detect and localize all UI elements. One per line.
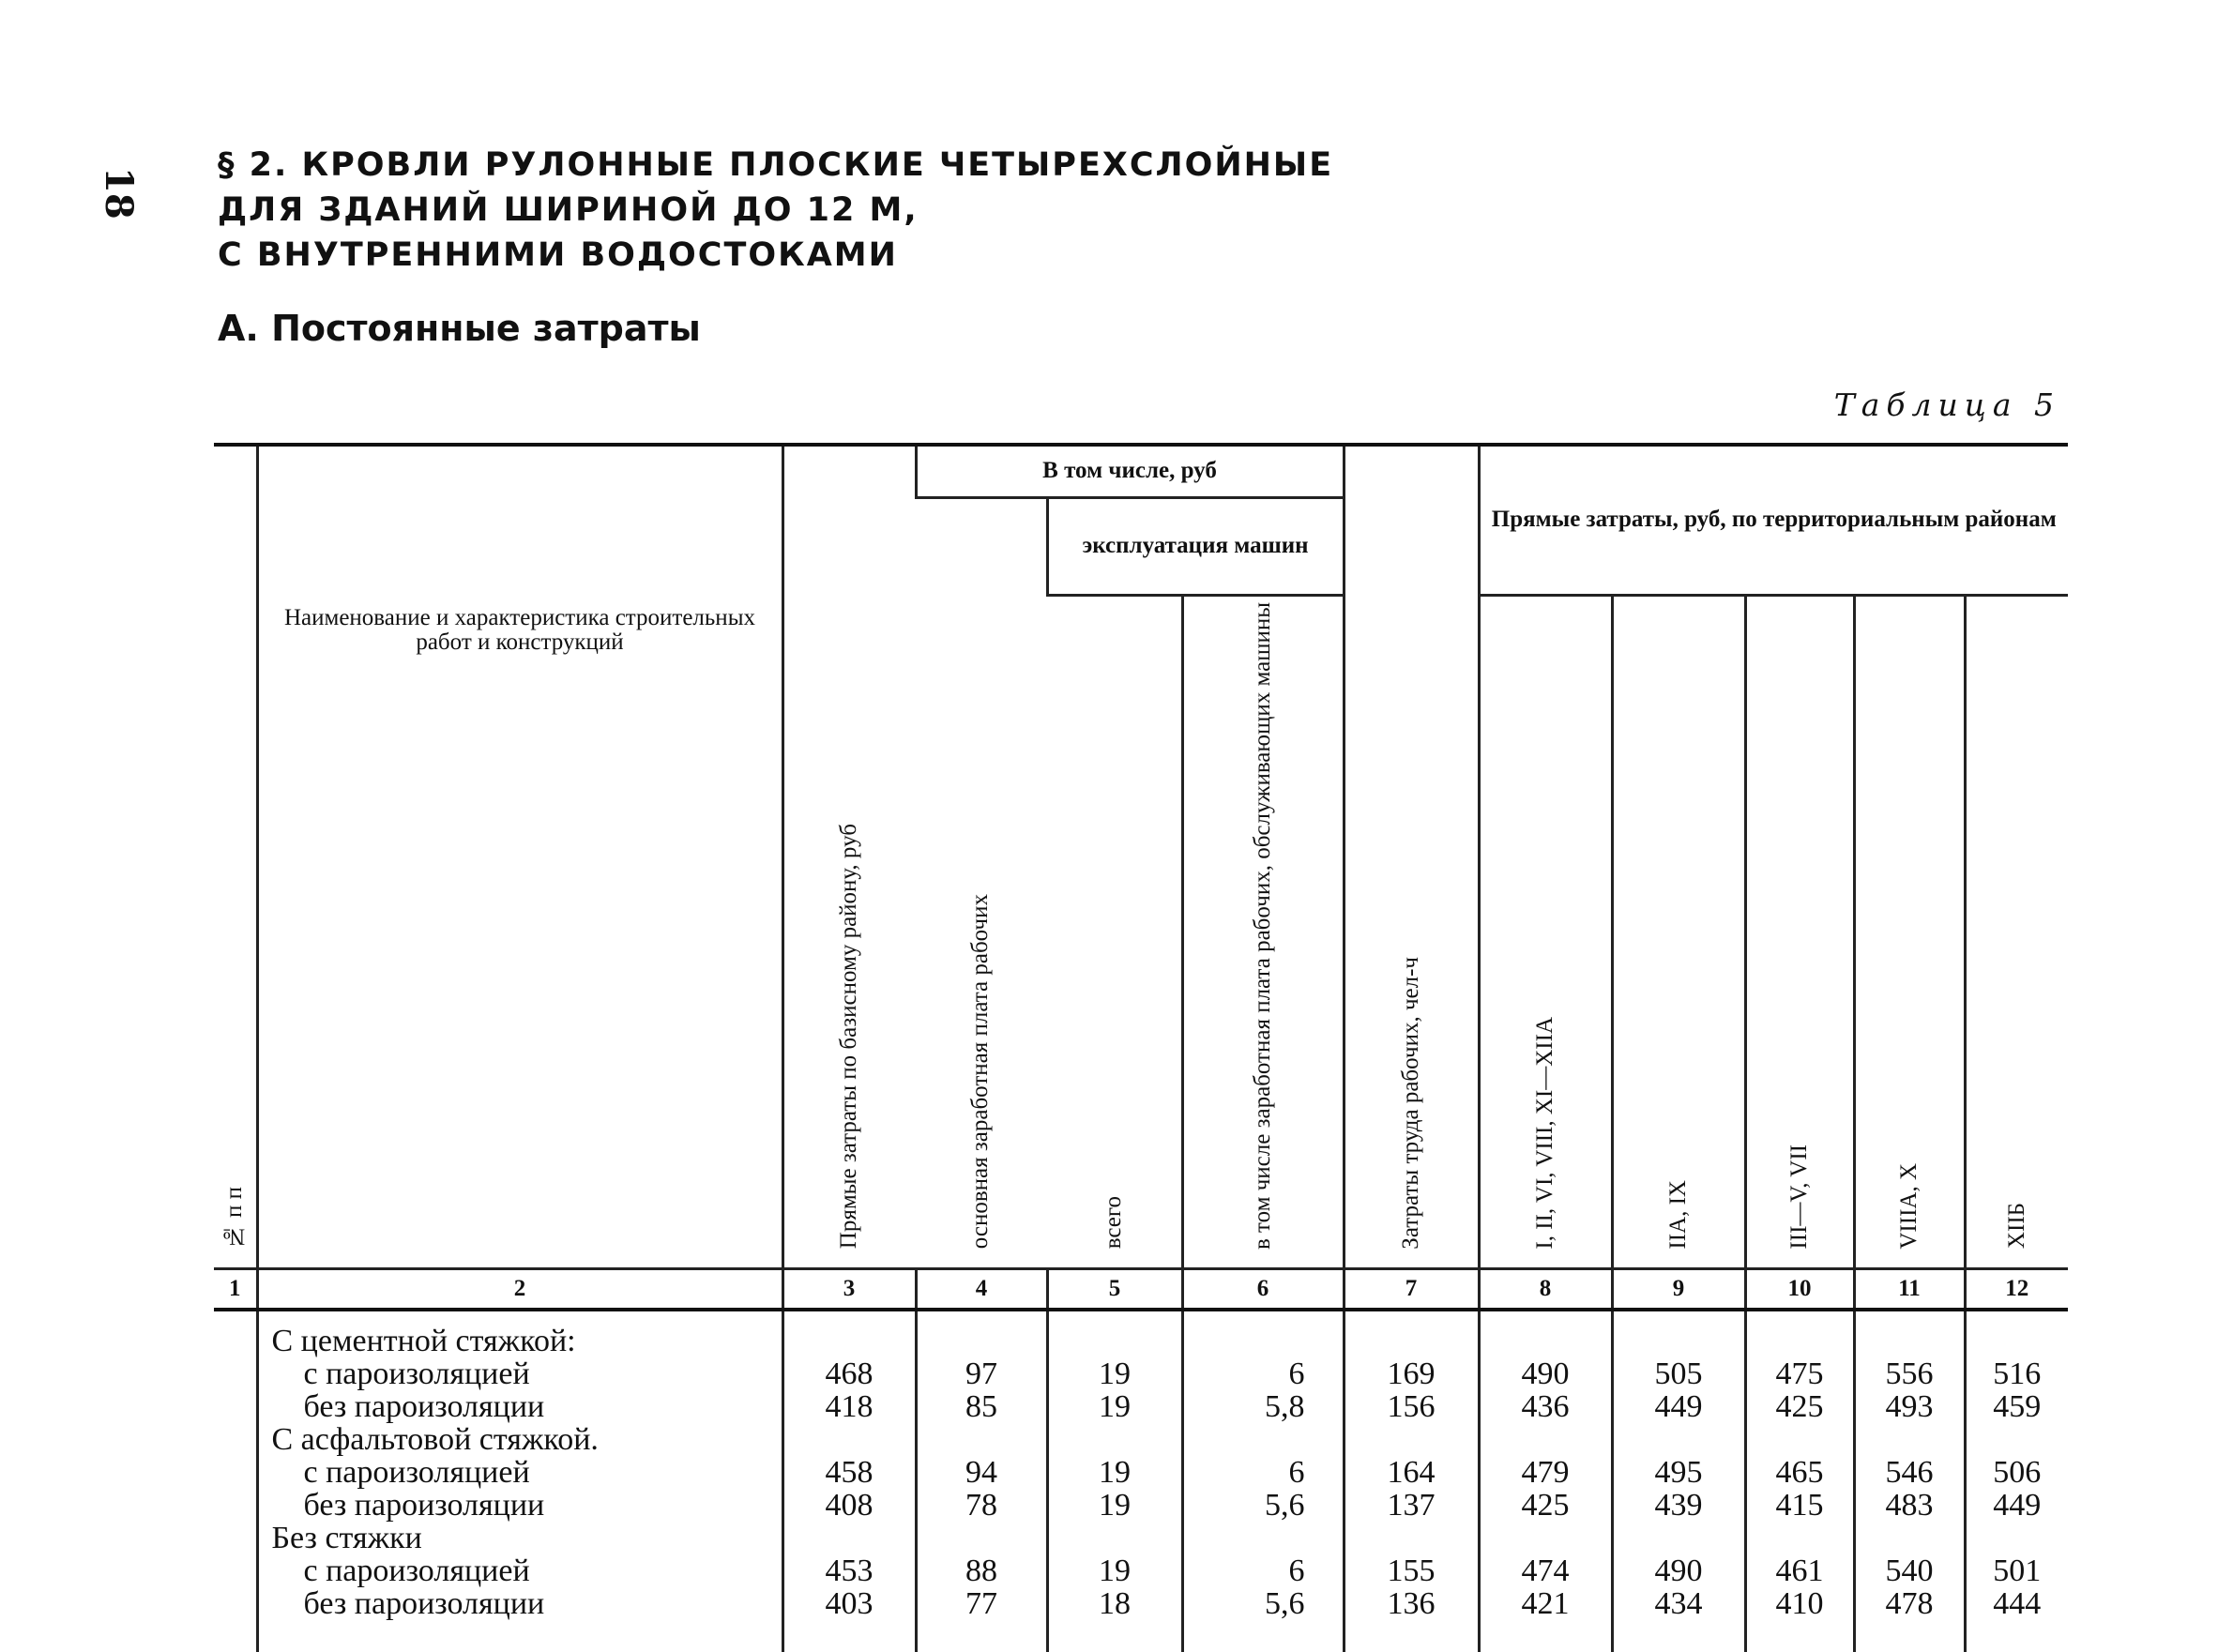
value-cell (916, 1310, 1047, 1357)
value-cell (1344, 1310, 1479, 1357)
value-cell: 493 (1854, 1390, 1965, 1423)
table-body (214, 1310, 2068, 1652)
value-cell: 19 (1047, 1456, 1182, 1489)
value-cell (1344, 1423, 1479, 1456)
value-cell (1965, 1310, 2068, 1357)
heading-line: С ВНУТРЕННИМИ ВОДОСТОКАМИ (218, 236, 898, 274)
row-label: без пароизоляции (257, 1390, 782, 1423)
value-cell: 408 (782, 1489, 916, 1522)
value-cell: 403 (782, 1587, 916, 1652)
header-work-name: Наименование и характеристика строительных работ и конструкций (257, 445, 782, 1268)
header-region-12: XIIБ (1965, 595, 2068, 1268)
value-cell: 444 (1965, 1587, 2068, 1652)
value-cell: 418 (782, 1390, 916, 1423)
value-cell: 19 (1047, 1357, 1182, 1390)
value-cell (782, 1423, 916, 1456)
row-label: с пароизоляцией (257, 1357, 782, 1390)
header-machines-wages: в том числе заработная плата рабочих, обслуживающих машины (1182, 595, 1344, 1268)
header-row-number: № п п (214, 445, 257, 1268)
heading-line: ДЛЯ ЗДАНИЙ ШИРИНОЙ ДО 12 М, (218, 191, 919, 229)
value-cell: 505 (1612, 1357, 1745, 1390)
table-row (214, 1310, 2068, 1357)
value-cell: 483 (1854, 1489, 1965, 1522)
row-label: без пароизоляции (257, 1489, 782, 1522)
header-group-including: В том числе, руб (916, 445, 1344, 497)
value-cell: 137 (1344, 1489, 1479, 1522)
page-number: 18 (97, 167, 141, 220)
table-row (214, 1456, 2068, 1489)
value-cell (1745, 1522, 1854, 1554)
row-number-cell (214, 1456, 257, 1489)
value-cell (1182, 1522, 1344, 1554)
header-group-machines: эксплуатация машин (1047, 497, 1344, 595)
value-cell (1047, 1522, 1182, 1554)
value-cell: 5,8 (1182, 1390, 1344, 1423)
table-row (214, 1522, 2068, 1554)
value-cell (916, 1423, 1047, 1456)
value-cell (1479, 1423, 1612, 1456)
table-row (214, 1390, 2068, 1423)
value-cell: 475 (1745, 1357, 1854, 1390)
value-cell (1612, 1310, 1745, 1357)
value-cell: 19 (1047, 1390, 1182, 1423)
value-cell: 97 (916, 1357, 1047, 1390)
value-cell: 77 (916, 1587, 1047, 1652)
value-cell: 479 (1479, 1456, 1612, 1489)
row-label: с пароизоляцией (257, 1554, 782, 1587)
value-cell: 461 (1745, 1554, 1854, 1587)
value-cell (1612, 1423, 1745, 1456)
value-cell: 415 (1745, 1489, 1854, 1522)
header-machines-total: всего (1047, 595, 1182, 1268)
header-group-regions: Прямые затраты, руб, по территориальным районам (1479, 445, 2068, 595)
row-number-cell (214, 1310, 257, 1357)
cost-table (214, 443, 2068, 1652)
value-cell: 540 (1854, 1554, 1965, 1587)
value-cell (782, 1310, 916, 1357)
value-cell: 5,6 (1182, 1489, 1344, 1522)
value-cell (1047, 1310, 1182, 1357)
heading-line: § 2. КРОВЛИ РУЛОННЫЕ ПЛОСКИЕ ЧЕТЫРЕХСЛОЙНЫЕ (218, 146, 1334, 184)
value-cell: 459 (1965, 1390, 2068, 1423)
header-base-wages: основная заработная плата рабочих (916, 497, 1047, 1268)
value-cell: 490 (1479, 1357, 1612, 1390)
table-row (214, 1554, 2068, 1587)
column-number: 7 (1344, 1268, 1479, 1310)
value-cell: 478 (1854, 1587, 1965, 1652)
value-cell: 556 (1854, 1357, 1965, 1390)
row-label: без пароизоляции (257, 1587, 782, 1652)
column-number: 3 (782, 1268, 916, 1310)
value-cell (1182, 1423, 1344, 1456)
row-number-cell (214, 1357, 257, 1390)
section-heading (218, 143, 1333, 278)
value-cell (1344, 1522, 1479, 1554)
value-cell: 156 (1344, 1390, 1479, 1423)
value-cell: 18 (1047, 1587, 1182, 1652)
value-cell: 169 (1344, 1357, 1479, 1390)
value-cell: 453 (782, 1554, 916, 1587)
value-cell (1182, 1310, 1344, 1357)
value-cell: 155 (1344, 1554, 1479, 1587)
table-row (214, 1587, 2068, 1652)
value-cell: 5,6 (1182, 1587, 1344, 1652)
header-direct-costs-base: Прямые затраты по базисному району, руб (782, 445, 916, 1268)
value-cell: 516 (1965, 1357, 2068, 1390)
header-region-11: VIIIA, X (1854, 595, 1965, 1268)
value-cell: 501 (1965, 1554, 2068, 1587)
row-label: С цементной стяжкой: (257, 1310, 782, 1357)
column-number: 12 (1965, 1268, 2068, 1310)
header-region-8: I, II, VI, VIII, XI—XIIA (1479, 595, 1612, 1268)
value-cell (1965, 1522, 2068, 1554)
value-cell: 458 (782, 1456, 916, 1489)
value-cell: 6 (1182, 1357, 1344, 1390)
value-cell: 439 (1612, 1489, 1745, 1522)
row-number-cell (214, 1554, 257, 1587)
row-number-cell (214, 1423, 257, 1456)
value-cell: 94 (916, 1456, 1047, 1489)
row-number-cell (214, 1390, 257, 1423)
value-cell: 449 (1612, 1390, 1745, 1423)
value-cell (916, 1522, 1047, 1554)
value-cell (1854, 1310, 1965, 1357)
value-cell (1854, 1522, 1965, 1554)
value-cell: 78 (916, 1489, 1047, 1522)
row-number-cell (214, 1522, 257, 1554)
column-number: 9 (1612, 1268, 1745, 1310)
row-label: С асфальтовой стяжкой. (257, 1423, 782, 1456)
value-cell (1612, 1522, 1745, 1554)
value-cell: 425 (1745, 1390, 1854, 1423)
value-cell (782, 1522, 916, 1554)
value-cell: 164 (1344, 1456, 1479, 1489)
column-number: 2 (257, 1268, 782, 1310)
table-label: Таблица 5 (1833, 386, 2060, 423)
column-number: 8 (1479, 1268, 1612, 1310)
row-label: с пароизоляцией (257, 1456, 782, 1489)
value-cell: 506 (1965, 1456, 2068, 1489)
value-cell (1479, 1310, 1612, 1357)
value-cell: 88 (916, 1554, 1047, 1587)
value-cell (1745, 1310, 1854, 1357)
value-cell: 436 (1479, 1390, 1612, 1423)
header-region-9: IIA, IX (1612, 595, 1745, 1268)
header-region-10: III—V, VII (1745, 595, 1854, 1268)
column-number: 1 (214, 1268, 257, 1310)
row-number-cell (214, 1489, 257, 1522)
value-cell: 449 (1965, 1489, 2068, 1522)
value-cell: 19 (1047, 1554, 1182, 1587)
row-number-cell (214, 1587, 257, 1652)
value-cell: 6 (1182, 1554, 1344, 1587)
value-cell: 468 (782, 1357, 916, 1390)
table-row (214, 1357, 2068, 1390)
table-row (214, 1489, 2068, 1522)
column-number: 11 (1854, 1268, 1965, 1310)
header-labor-costs: Затраты труда рабочих, чел-ч (1344, 445, 1479, 1268)
value-cell: 425 (1479, 1489, 1612, 1522)
value-cell: 421 (1479, 1587, 1612, 1652)
value-cell (1479, 1522, 1612, 1554)
value-cell: 490 (1612, 1554, 1745, 1587)
value-cell: 546 (1854, 1456, 1965, 1489)
value-cell (1965, 1423, 2068, 1456)
value-cell (1854, 1423, 1965, 1456)
column-number: 5 (1047, 1268, 1182, 1310)
value-cell: 495 (1612, 1456, 1745, 1489)
value-cell: 434 (1612, 1587, 1745, 1652)
value-cell: 19 (1047, 1489, 1182, 1522)
value-cell (1047, 1423, 1182, 1456)
value-cell: 6 (1182, 1456, 1344, 1489)
subsection-title: А. Постоянные затраты (218, 308, 701, 349)
value-cell: 136 (1344, 1587, 1479, 1652)
value-cell: 474 (1479, 1554, 1612, 1587)
value-cell (1745, 1423, 1854, 1456)
value-cell: 465 (1745, 1456, 1854, 1489)
table-row (214, 1423, 2068, 1456)
column-number: 4 (916, 1268, 1047, 1310)
value-cell: 410 (1745, 1587, 1854, 1652)
column-number: 6 (1182, 1268, 1344, 1310)
row-label: Без стяжки (257, 1522, 782, 1554)
value-cell: 85 (916, 1390, 1047, 1423)
column-number: 10 (1745, 1268, 1854, 1310)
